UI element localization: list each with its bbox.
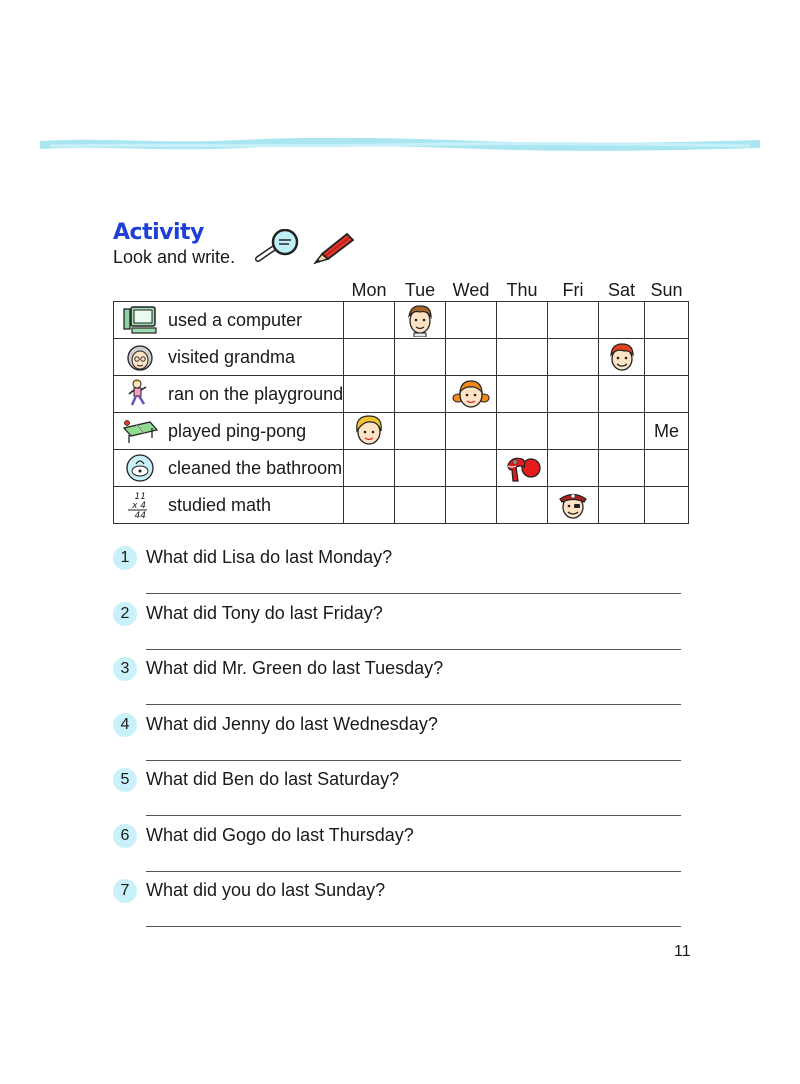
page-number: 11 [674,943,691,960]
activity-title: Activity [113,220,204,245]
day-cell [446,376,497,413]
question-number-badge: 4 [113,713,137,737]
question-number-badge: 3 [113,657,137,681]
table-row [114,339,689,376]
day-cell [645,376,689,413]
answer-line[interactable] [146,704,681,705]
day-header: Mon [351,280,387,300]
question-item [113,545,683,601]
ping-pong-table-icon [122,416,158,446]
day-cell [548,339,599,376]
pencil-icon [313,230,357,266]
activity-label: cleaned the bathroom [168,458,343,478]
day-cell [497,487,548,524]
day-cell [548,413,599,450]
magnifier-icon [254,229,304,263]
day-cell [344,302,395,339]
activity-cell [114,376,344,413]
table-row [114,413,689,450]
running-kid-icon [122,379,158,409]
day-cell [645,450,689,487]
question-number-badge: 5 [113,768,137,792]
math-icon-line: x 4 [132,501,146,511]
computer-icon [122,305,158,335]
activity-cell [114,413,344,450]
day-cell [344,487,395,524]
day-cell [446,339,497,376]
answer-line[interactable] [146,815,681,816]
activity-label: played ping-pong [168,421,307,441]
activity-cell [114,302,344,339]
table-row [114,487,689,524]
activity-heading [113,220,235,268]
grandma-icon [122,342,158,372]
activity-cell [114,339,344,376]
day-cell [395,302,446,339]
day-cell [344,413,395,450]
red-hair-boy-icon [607,341,637,373]
question-item [113,601,683,657]
activity-cell [114,450,344,487]
question-text: What did Gogo do last Thursday? [146,824,414,845]
activity-instruction: Look and write. [113,247,236,267]
activity-label: studied math [168,495,272,515]
question-number-badge: 2 [113,602,137,626]
question-text: What did Lisa do last Monday? [146,547,393,567]
day-cell [645,413,689,450]
orange-hair-girl-icon [451,378,491,410]
math-icon-line: 44 [134,511,146,520]
activity-label: ran on the playground [168,384,344,404]
question-text: What did you do last Sunday? [146,880,386,900]
table-row [114,376,689,413]
boy-face-icon [405,303,435,337]
day-cell [599,302,645,339]
table-row [114,450,689,487]
day-cell [395,376,446,413]
day-cell [599,413,645,450]
day-header: Fri [562,280,584,300]
question-text: What did Mr. Green do last Tuesday? [146,658,444,678]
math-icon-line: 11 [134,492,146,502]
question-item [113,878,683,934]
table-header-row [114,277,689,302]
question-number-badge: 1 [113,546,137,570]
day-cell [395,487,446,524]
question-item [113,767,683,823]
bathtub-icon [122,453,158,483]
decorative-stroke [40,138,760,152]
question-item [113,712,683,768]
answer-line[interactable] [146,871,681,872]
day-cell [645,339,689,376]
day-header: Sun [650,280,683,300]
activity-cell [114,487,344,524]
day-cell [395,339,446,376]
day-cell [497,339,548,376]
day-cell [548,450,599,487]
day-cell [548,487,599,524]
question-text: What did Jenny do last Wednesday? [146,713,438,734]
day-cell [497,302,548,339]
day-header: Tue [404,280,436,300]
question-text: What did Ben do last Saturday? [146,769,400,789]
day-cell [548,376,599,413]
answer-line[interactable] [146,649,681,650]
day-cell [645,302,689,339]
day-cell [395,450,446,487]
day-cell [446,487,497,524]
activity-label: visited grandma [168,347,296,367]
day-cell [446,302,497,339]
day-cell [497,376,548,413]
day-cell [645,487,689,524]
day-cell [395,413,446,450]
question-number-badge: 6 [113,824,137,848]
day-header: Thu [506,280,538,300]
blonde-girl-icon [351,413,387,449]
day-cell [497,450,548,487]
table-row [114,302,689,339]
activity-table [113,277,689,524]
pirate-boy-icon [557,488,589,522]
question-text: What did Tony do last Friday? [146,602,383,623]
math-icon [122,490,158,520]
answer-line[interactable] [146,593,681,594]
question-list [113,545,683,934]
day-header: Sat [607,280,636,300]
answer-line[interactable] [146,926,681,927]
day-cell [599,487,645,524]
day-cell [446,413,497,450]
question-number-badge: 7 [113,879,137,903]
day-cell [599,339,645,376]
day-cell [548,302,599,339]
question-item [113,823,683,879]
day-cell [599,450,645,487]
day-header: Wed [452,280,490,300]
day-cell [497,413,548,450]
day-cell [344,376,395,413]
day-cell [344,339,395,376]
question-item [113,656,683,712]
answer-line[interactable] [146,760,681,761]
red-creature-icon [502,451,542,485]
day-cell [344,450,395,487]
day-cell [599,376,645,413]
activity-label: used a computer [168,310,303,330]
me-text: Me [653,420,679,441]
day-cell [446,450,497,487]
